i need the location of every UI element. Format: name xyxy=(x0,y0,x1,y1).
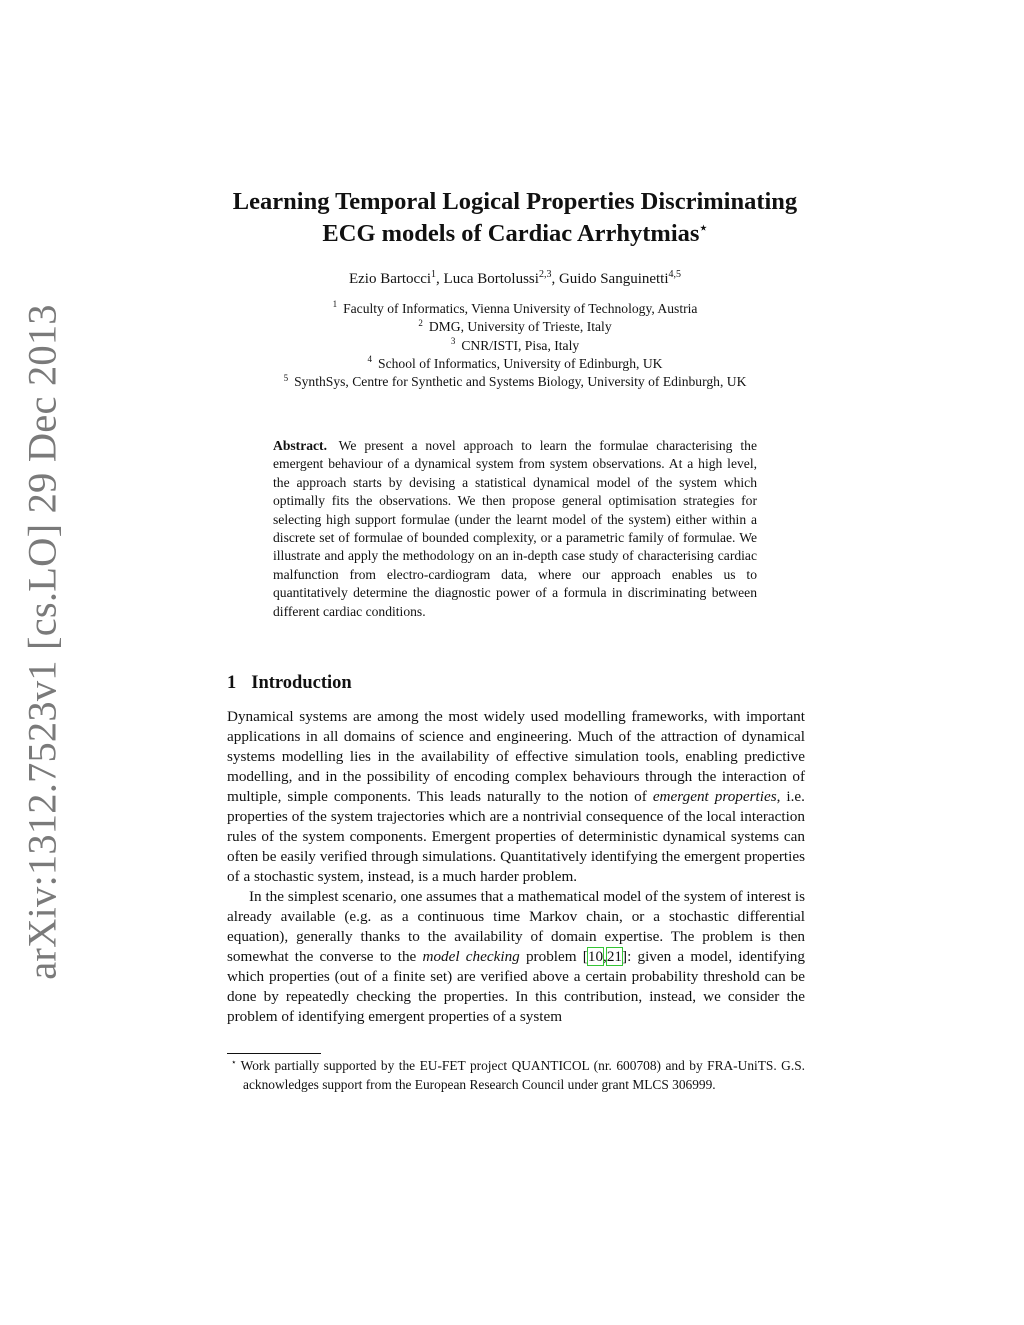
paragraph-text: problem [ xyxy=(519,948,588,965)
author-name: Luca Bortolussi xyxy=(443,271,539,287)
emphasized-term: model checking xyxy=(422,948,520,965)
affiliation-list xyxy=(180,300,850,391)
affiliation-text: SynthSys, Centre for Synthetic and Systems Biology, University of Edinburgh, UK xyxy=(294,374,747,390)
abstract-text: We present a novel approach to learn the formulae characterising the emergent behaviour of a dynamical system from system observations. At a high level, the approach starts by devising a statistical dynamical model of the system which optimally fits the observations. We then propose general optimisation strategies for selecting high support formulae (under the learnt model of the system) either within a discrete set of formulae of bounded complexity, or a parametric family of formulae. We illustrate and apply the methodology on an in-depth case study of characterising cardiac malfunction from electro-cardiogram data, where our approach enables us to quantitatively determine the diagnostic power of a formula in discriminating between different cardiac conditions. xyxy=(273,438,757,619)
author-affiliation-mark: 1 xyxy=(431,269,437,280)
affiliation xyxy=(180,355,850,373)
author-name: Guido Sanguinetti xyxy=(558,271,669,287)
arxiv-identifier-stamp: arXiv:1312.7523v1 [cs.LO] 29 Dec 2013 xyxy=(19,304,65,980)
citation-link[interactable]: 10 xyxy=(587,948,604,965)
abstract-label: Abstract. xyxy=(273,438,327,453)
title-footnote-mark: ⋆ xyxy=(699,219,708,235)
affiliation-number: 3 xyxy=(450,336,456,347)
emphasized-term: emergent properties xyxy=(652,788,777,805)
author-affiliation-mark: 2,3 xyxy=(538,269,552,280)
footnote-mark: ⋆ xyxy=(231,1056,237,1067)
section-heading xyxy=(227,673,352,694)
affiliation-number: 5 xyxy=(283,372,289,383)
affiliation-number: 4 xyxy=(367,354,373,365)
section-title: Introduction xyxy=(251,673,352,693)
footnote-text: Work partially supported by the EU-FET project QUANTICOL (nr. 600708) and by FRA-UniTS. G.S. acknowledges support from the European Research Council under grant MLCS 306999. xyxy=(240,1058,805,1092)
affiliation xyxy=(180,318,850,336)
paragraph-text: In the simplest scenario, one assumes that a mathematical model of the system of interest is already available (e.g. as a continuous time Markov chain, or a stochastic differential equation), generally thanks to the availability of domain expertise. The problem is then somewhat the converse to the xyxy=(227,888,805,965)
affiliation-number: 1 xyxy=(332,299,338,310)
affiliation-text: School of Informatics, University of Edinburgh, UK xyxy=(378,355,663,371)
paragraph-text: ]: given a model, identifying which properties (out of a finite set) are verified above a certain probability threshold can be done by repeatedly checking the properties. In this contribution, instead, we consider the problem of identifying emergent properties of a system xyxy=(227,948,805,1025)
paper-title xyxy=(180,186,850,250)
section-number: 1 xyxy=(227,673,237,693)
paragraph-text: , i.e. properties of the system trajectories which are a nontrivial consequence of the local interaction rules of the system components. Emergent properties of deterministic dynamical systems can often be easily verified through simulations. Quantitatively identifying the emergent properties of a stochastic system, instead, is a much harder problem. xyxy=(227,788,805,885)
paragraph xyxy=(227,707,805,887)
author-name: Ezio Bartocci xyxy=(348,271,432,287)
paragraph xyxy=(227,887,805,1027)
affiliation-text: DMG, University of Trieste, Italy xyxy=(428,319,612,335)
citation-separator: , xyxy=(603,948,607,965)
footnote xyxy=(227,1057,805,1094)
citation-link[interactable]: 21 xyxy=(606,948,623,965)
affiliation-text: Faculty of Informatics, Vienna University of Technology, Austria xyxy=(343,301,698,316)
affiliation xyxy=(180,300,850,318)
title-line-1: Learning Temporal Logical Properties Discriminating xyxy=(232,188,798,215)
affiliation xyxy=(180,337,850,355)
footnote-divider xyxy=(227,1053,321,1054)
abstract xyxy=(273,437,757,621)
body-text xyxy=(227,707,805,1027)
title-line-2 xyxy=(180,218,850,250)
paragraph-text: Dynamical systems are among the most widely used modelling frameworks, with important applications in all domains of science and engineering. Much of the attraction of dynamical systems modelling lies in the availability of effective simulation tools, enabling predictive modelling, and in the possibility of encoding complex behaviours through the interaction of multiple, simple components. This leads naturally to the notion of xyxy=(227,708,805,805)
affiliation-number: 2 xyxy=(418,317,423,328)
author-affiliation-mark: 4,5 xyxy=(668,269,682,280)
author-list: Ezio Bartocci$^1$, Luca Bortolussi$^{2,3}$, Guido Sanguinetti$^{4,5}$ xyxy=(348,269,682,287)
affiliation xyxy=(180,373,850,391)
title-line-2-text: ECG models of Cardiac Arrhytmias xyxy=(322,220,700,247)
affiliation-text: CNR/ISTI, Pisa, Italy xyxy=(461,337,580,353)
